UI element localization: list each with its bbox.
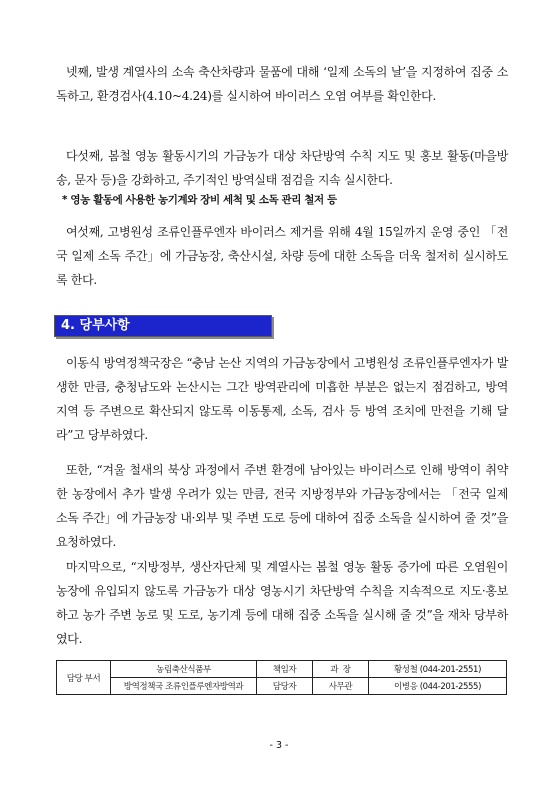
note-farm-equipment: * 영농 활동에 사용한 농기계와 장비 세척 및 소독 관리 철저 등: [62, 194, 337, 206]
responsible-title: 과 장: [313, 661, 369, 678]
paragraph-fifth: 다섯째, 봄철 영농 활동시기의 가금농가 대상 차단방역 수칙 지도 및 홍보 활동(마을방송, 문자 등)을 강화하고, 주기적인 방역실태 점검을 지속 실시한다.: [56, 149, 508, 187]
staff-name: 이병응 (044-201-2555): [369, 678, 507, 695]
contact-row-responsible: [57, 661, 507, 678]
staff-label: 담당자: [257, 678, 313, 695]
section-heading: 4. 당부사항: [54, 315, 272, 337]
dept-division: 방역정책국 조류인플루엔자방역과: [111, 678, 257, 695]
paragraph-final-request: 마지막으로, “지방정부, 생산자단체 및 계열사는 봄철 영농 활동 증가에 따른 오염원이 농장에 유입되지 않도록 가금농가 대상 영농시기 차단방역 수칙을 지속적으로 지도·홍보하고 농가 주변 농로 및 도로, 농기계 등에 대해 집중 소독을 실시해 줄 것”을 재차 당부하였다.: [56, 560, 508, 646]
responsible-label: 책임자: [257, 661, 313, 678]
staff-title: 사무관: [313, 678, 369, 695]
page-number: - 3 -: [269, 740, 289, 751]
dept-label: 담당 부서: [57, 661, 111, 695]
paragraph-request: 또한, “겨울 철새의 북상 과정에서 주변 환경에 남아있는 바이러스로 인해 방역이 취약한 농장에서 추가 발생 우려가 있는 만큼, 전국 지방정부와 가금농장에서는 「전국 일제 소독 주간」에 가금농장 내·외부 및 주변 도로 등에 대하여 집중 소독을 실시하여 줄 것”을 요청하였다.: [56, 463, 508, 549]
paragraph-sixth: 여섯째, 고병원성 조류인플루엔자 바이러스 제거를 위해 4월 15일까지 운영 중인 「전국 일제 소독 주간」에 가금농장, 축산시설, 차량 등에 대한 소독을 더욱 철저히 실시하도록 한다.: [56, 225, 508, 287]
contact-row-staff: [57, 678, 507, 695]
paragraph-director-statement: 이동식 방역정책국장은 “충남 논산 지역의 가금농장에서 고병원성 조류인플루엔자가 발생한 만큼, 충청남도와 논산시는 그간 방역관리에 미흡한 부분은 없는지 점검하고, 방역 지역 등 주변으로 확산되지 않도록 이동통제, 소독, 검사 등 방역 조치에 만전을 기해 달라”고 당부하였다.: [56, 356, 508, 442]
responsible-name: 황성철 (044-201-2551): [369, 661, 507, 678]
contact-table: [56, 660, 507, 695]
paragraph-fourth: 넷째, 발생 계열사의 소속 축산차량과 물품에 대해 ‘일제 소독의 날’을 지정하여 집중 소독하고, 환경검사(4.10~4.24)를 실시하여 바이러스 오염 여부를 확인한다.: [56, 65, 508, 103]
dept-org: 농림축산식품부: [111, 661, 257, 678]
